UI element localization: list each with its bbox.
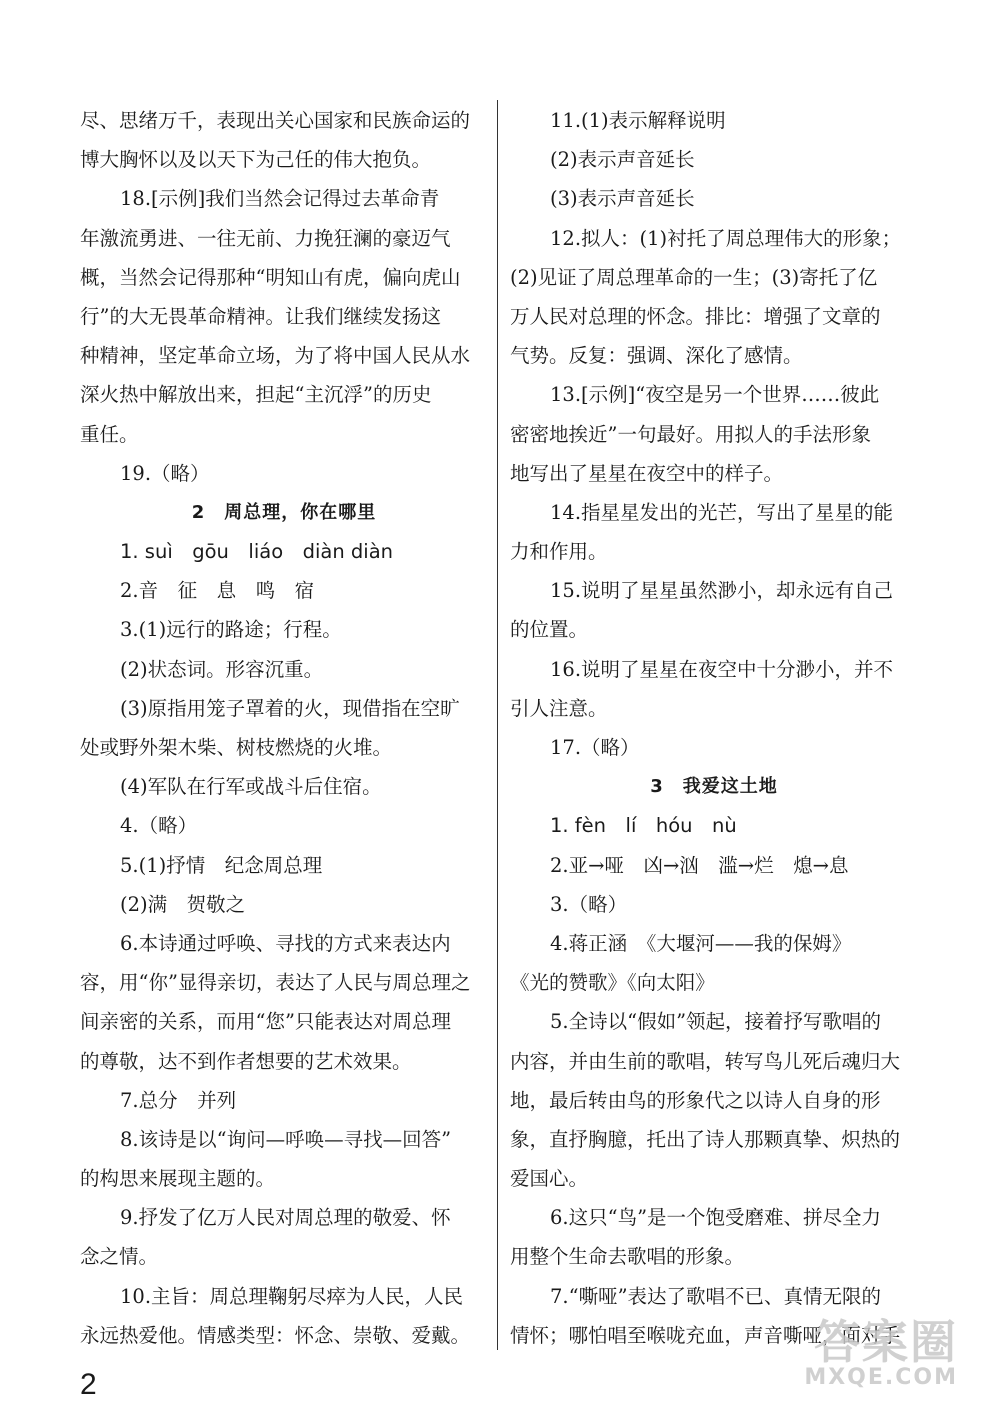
text-line: 间亲密的关系，而用“您”只能表达对周总理 bbox=[80, 1010, 451, 1034]
text-line: 13.[示例]“夜空是另一个世界……彼此 bbox=[550, 383, 880, 407]
text-line: 17.（略） bbox=[550, 736, 640, 759]
text-line: (2)表示声音延长 bbox=[550, 148, 695, 172]
watermark bbox=[804, 1315, 958, 1390]
text-line: 19.（略） bbox=[120, 461, 210, 485]
text-line: (3)表示声音延长 bbox=[550, 187, 695, 211]
pinyin-line: 1. suì gōu liáo diàn diàn bbox=[120, 540, 394, 564]
text-line: 14.指星星发出的光芒，写出了星星的能 bbox=[550, 500, 894, 524]
text-line: 3.（略） bbox=[550, 892, 628, 916]
text-line: 8.该诗是以“询问—呼唤—寻找—回答” bbox=[120, 1127, 452, 1151]
text-line: 的尊敬，达不到作者想要的艺术效果。 bbox=[80, 1049, 412, 1073]
text-line: 气势。反复：强调、深化了感情。 bbox=[510, 344, 803, 368]
text-line: 的位置。 bbox=[510, 618, 589, 642]
text-line: (2)满 贺敬之 bbox=[120, 892, 246, 916]
text-line: 11.(1)表示解释说明 bbox=[550, 109, 726, 132]
text-line: 7.总分 并列 bbox=[120, 1088, 237, 1112]
page-number: 2 bbox=[80, 1368, 97, 1401]
text-line: 深火热中解放出来，担起“主沉浮”的历史 bbox=[80, 383, 432, 407]
text-line: 重任。 bbox=[80, 422, 139, 446]
text-line: (4)军队在行军或战斗后住宿。 bbox=[120, 775, 382, 799]
text-line: 用整个生命去歌唱的形象。 bbox=[510, 1245, 745, 1269]
text-line: 4.蒋正涵 《大堰河——我的保姆》 bbox=[550, 931, 852, 955]
left-column bbox=[80, 101, 488, 1355]
text-line: 种精神，坚定革命立场，为了将中国人民从水 bbox=[80, 344, 471, 368]
text-line: 2.音 征 息 鸣 宿 bbox=[120, 579, 315, 603]
text-line: 5.(1)抒情 纪念周总理 bbox=[120, 853, 323, 877]
text-line: 6.本诗通过呼唤、寻找的方式来表达内 bbox=[120, 931, 451, 955]
text-line: 6.这只“鸟”是一个饱受磨难、拼尽全力 bbox=[550, 1206, 882, 1230]
text-line: 爱国心。 bbox=[510, 1167, 589, 1191]
text-line: 年激流勇进、一往无前、力挽狂澜的豪迈气 bbox=[80, 226, 451, 250]
text-line: 处或野外架木柴、树枝燃烧的火堆。 bbox=[80, 736, 393, 759]
text-line: 2.亚→哑 凶→汹 滥→烂 熄→息 bbox=[550, 853, 849, 877]
text-line: 7.“嘶哑”表达了歌唱不已、真情无限的 bbox=[550, 1284, 882, 1308]
text-line: 10.主旨：周总理鞠躬尽瘁为人民，人民 bbox=[120, 1284, 464, 1308]
text-line: 象，直抒胸臆，托出了诗人那颗真挚、炽热的 bbox=[510, 1127, 901, 1151]
text-line: 16.说明了星星在夜空中十分渺小，并不 bbox=[550, 657, 894, 681]
text-line: 9.抒发了亿万人民对周总理的敬爱、怀 bbox=[120, 1206, 451, 1230]
text-line: 念之情。 bbox=[80, 1245, 159, 1269]
pinyin-line: 1. fèn lí hóu nù bbox=[550, 814, 737, 838]
text-line: 的构思来展现主题的。 bbox=[80, 1167, 276, 1191]
text-line: 容，用“你”显得亲切，表达了人民与周总理之 bbox=[80, 971, 471, 995]
text-line: 博大胸怀以及以天下为己任的伟大抱负。 bbox=[80, 148, 432, 172]
text-line: 18.[示例]我们当然会记得过去革命青 bbox=[120, 187, 440, 211]
text-line: 15.说明了星星虽然渺小，却永远有自己 bbox=[550, 579, 894, 603]
text-line: 概，当然会记得那种“明知山有虎，偏向虎山 bbox=[80, 265, 461, 289]
text-line: 永远热爱他。情感类型：怀念、崇敬、爱戴。 bbox=[80, 1323, 471, 1347]
text-line: 4.（略） bbox=[120, 814, 198, 838]
column-divider bbox=[497, 100, 498, 1350]
text-line: 密密地挨近”一句最好。用拟人的手法形象 bbox=[510, 422, 871, 446]
text-line: (2)状态词。形容沉重。 bbox=[120, 657, 324, 681]
text-line: 力和作用。 bbox=[510, 540, 608, 564]
right-column bbox=[510, 101, 918, 1355]
section-title: 2 周总理，你在哪里 bbox=[191, 501, 377, 523]
text-line: 尽、思绪万千，表现出关心国家和民族命运的 bbox=[80, 109, 471, 132]
text-line: (2)见证了周总理革命的一生；(3)寄托了亿 bbox=[510, 265, 878, 289]
text-line: 5.全诗以“假如”领起，接着抒写歌唱的 bbox=[550, 1010, 882, 1034]
text-line: 3.(1)远行的路途；行程。 bbox=[120, 618, 342, 642]
text-line: 12.拟人：(1)衬托了周总理伟大的形象； bbox=[550, 226, 902, 250]
watermark-logo: 答案圈 bbox=[814, 1315, 958, 1369]
text-line: 地写出了星星在夜空中的样子。 bbox=[510, 461, 784, 485]
text-line: 引人注意。 bbox=[510, 696, 608, 720]
text-line: 万人民对总理的怀念。排比：增强了文章的 bbox=[510, 304, 881, 328]
text-line: 地，最后转由鸟的形象代之以诗人自身的形 bbox=[510, 1088, 881, 1112]
text-line: 内容，并由生前的歌唱，转写鸟儿死后魂归大 bbox=[510, 1049, 901, 1073]
text-line: 情怀；哪怕唱至喉咙充血，声音嘶哑，面对手 bbox=[510, 1323, 901, 1347]
watermark-domain: MXQE.COM bbox=[804, 1365, 958, 1390]
section-title: 3 我爱这土地 bbox=[650, 776, 778, 798]
text-line: 《光的赞歌》《向太阳》 bbox=[510, 971, 715, 995]
text-line: (3)原指用笼子罩着的火，现借指在空旷 bbox=[120, 696, 460, 720]
text-line: 行”的大无畏革命精神。让我们继续发扬这 bbox=[80, 304, 441, 328]
